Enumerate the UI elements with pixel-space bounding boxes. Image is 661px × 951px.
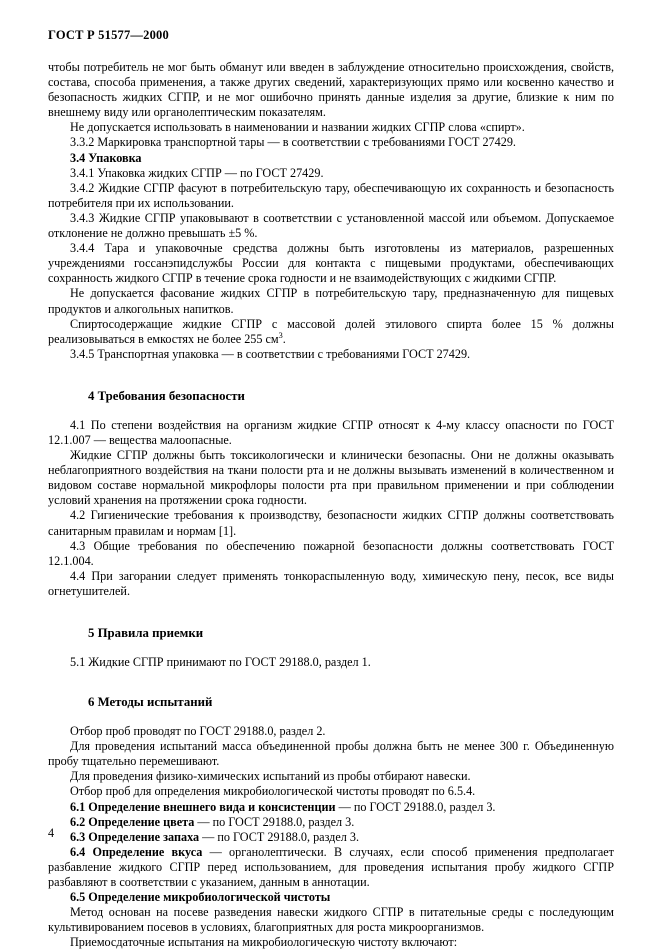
body-paragraph: 3.4.3 Жидкие СГПР упаковывают в соответствии с установленной массой или объемом. Допускаемое отклонение не должно превышать ±5 %.	[48, 210, 614, 241]
vertical-spacer	[48, 670, 614, 694]
body-paragraph: 3.4.5 Транспортная упаковка — в соответствии с требованиями ГОСТ 27429.	[70, 346, 471, 361]
body-paragraph: 4.3 Общие требования по обеспечению пожарной безопасности должны соответствовать ГОСТ 12.1.004.	[48, 538, 614, 568]
body-paragraph: Не допускается фасование жидких СГПР в потребительскую тару, предназначенную для пищевых продуктов и алкогольных напитков.	[48, 286, 614, 316]
clause-title: 6.2 Определение цвета	[70, 814, 195, 829]
clause-title: 6.1 Определение внешнего вида и консистенции	[70, 799, 336, 814]
body-paragraph	[48, 845, 614, 890]
clause-text: — по ГОСТ 29188.0, раздел 3.	[199, 829, 360, 844]
running-head: ГОСТ Р 51577—2000	[48, 28, 169, 42]
body-paragraph: 4.1 По степени воздействия на организм жидкие СГПР относят к 4-му классу опасности по ГОСТ 12.1.007 — вещества малоопасные.	[48, 417, 614, 447]
vertical-spacer	[48, 404, 614, 418]
body-paragraph: 4.4 При загорании следует применять тонкораспыленную воду, химическую пену, песок, все виды огнетушителей.	[48, 568, 614, 598]
clause-text: Спиртосодержащие жидкие СГПР с массовой долей этилового спирта более 15 % должны реализовываться в емкостях не более 255 см	[48, 316, 614, 346]
clause-title: 3.4 Упаковка	[70, 150, 142, 165]
vertical-spacer	[48, 710, 614, 724]
body-paragraph: 5.1 Жидкие СГПР принимают по ГОСТ 29188.0, раздел 1.	[70, 655, 371, 669]
body-paragraph	[48, 317, 614, 347]
body-paragraph: 3.3.2 Маркировка транспортной тары — в соответствии с требованиями ГОСТ 27429.	[70, 135, 516, 150]
body-paragraph: 3.4.2 Жидкие СГПР фасуют в потребительскую тару, обеспечивающую их сохранность и безопасность потребителя при их использовании.	[48, 180, 614, 210]
clause-text: — органолептически. В случаях, если способ применения предполагает разбавление жидкого СГПР перед использованием, для проведения испытания пробу жидкого СГПР разбавляют в соответствии с указанием, данным в аннотации.	[48, 844, 614, 890]
body-paragraph: Отбор проб для определения микробиологической чистоты проводят по 6.5.4.	[70, 784, 476, 799]
body-paragraph: 3.4.4 Тара и упаковочные средства должны быть изготовлены из материалов, разрешенных учреждениями госсанэпидслужбы России для контакта с пищевыми продуктами, обеспечивающих сохранность жидкого СГПР в течение срока годности и не взаимодействующих с жидкими СГПР.	[48, 241, 614, 286]
body-paragraph	[48, 830, 614, 845]
clause-text: — по ГОСТ 29188.0, раздел 3.	[194, 814, 355, 829]
section-heading: 5 Правила приемки	[88, 626, 204, 640]
clause-title: 6.3 Определение запаха	[70, 829, 200, 844]
vertical-spacer	[48, 362, 614, 388]
body-paragraph	[48, 890, 614, 905]
vertical-spacer	[48, 599, 614, 625]
body-paragraph: Отбор проб проводят по ГОСТ 29188.0, раздел 2.	[70, 724, 326, 739]
body-paragraph	[48, 815, 614, 830]
clause-text: — по ГОСТ 29188.0, раздел 3.	[335, 799, 496, 814]
superscript-exponent: 3	[278, 330, 283, 340]
body-paragraph: Для проведения испытаний масса объединенной пробы должна быть не менее 300 г. Объединенную пробу тщательно перемешивают.	[48, 739, 614, 769]
body-paragraph: Для проведения физико-химических испытаний из пробы отбирают навески.	[70, 769, 471, 784]
body-paragraph: 4.2 Гигиенические требования к производству, безопасности жидких СГПР должны соответствовать санитарным правилам и нормам [1].	[48, 508, 614, 538]
vertical-spacer	[48, 641, 614, 655]
body-paragraph	[48, 800, 614, 815]
clause-title: 6.5 Определение микробиологической чистоты	[70, 890, 331, 905]
body-paragraph: Приемосдаточные испытания на микробиологическую чистоту включают:	[70, 935, 458, 950]
body-paragraph: 3.4.1 Упаковка жидких СГПР — по ГОСТ 27429.	[70, 165, 324, 180]
section-heading: 4 Требования безопасности	[88, 388, 245, 403]
section-heading: 6 Методы испытаний	[88, 695, 213, 710]
body-paragraph	[48, 151, 614, 166]
body-paragraph: Метод основан на посеве разведения навески жидкого СГПР в питательные среды с последующим культивированием посевов в условиях, благоприятных для роста микроорганизмов.	[48, 905, 614, 935]
body-paragraph: чтобы потребитель не мог быть обманут или введен в заблуждение относительно происхождения, свойств, состава, способа применения, а также других сведений, характеризующих прямо или косвенно качество и безопасность жидких СГПР, и не мог ошибочно принять данные изделия за другие, близкие к ним по внешнему виду или органолептическим показателям.	[48, 60, 614, 120]
body-paragraph: Жидкие СГПР должны быть токсикологически и клинически безопасны. Они не должны оказывать неблагоприятного воздействия на ткани полости рта и не должны вызывать изменений в количественном и видовом составе нормальной микрофлоры полости рта при правильном применении и при соблюдении условий хранения на протяжении срока годности.	[48, 448, 614, 508]
clause-title: 6.4 Определение вкуса	[70, 844, 203, 859]
body-paragraph: Не допускается использовать в наименовании и названии жидких СГПР слова «спирт».	[70, 120, 525, 135]
body-text-column	[48, 60, 614, 951]
page-number: 4	[48, 826, 55, 840]
clause-text-tail: .	[282, 331, 286, 346]
